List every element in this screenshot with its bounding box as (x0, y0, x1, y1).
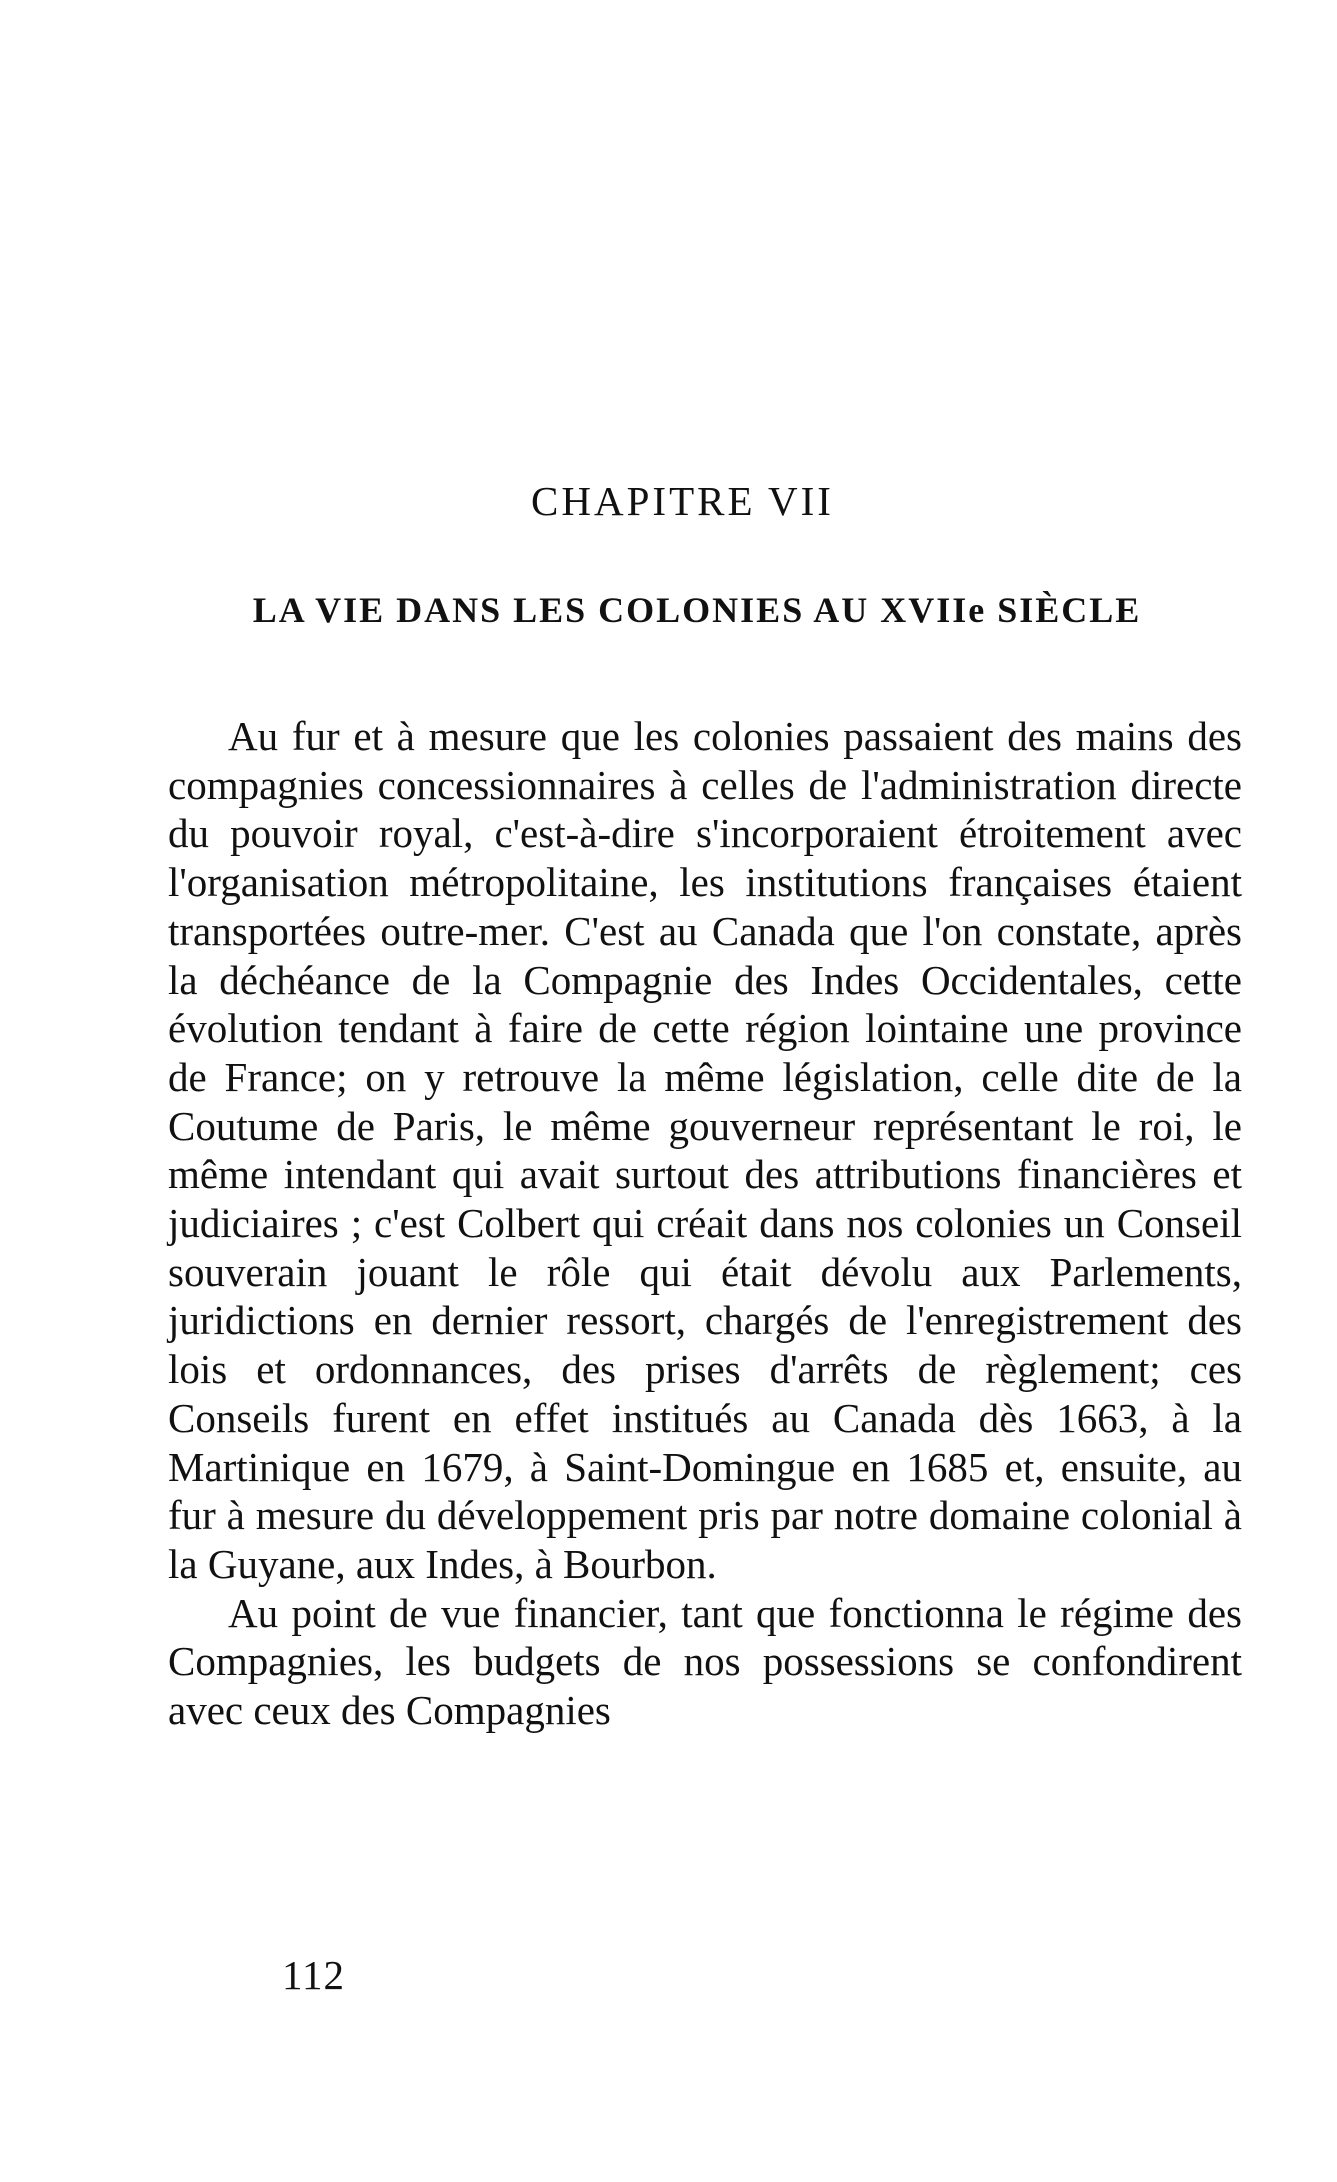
chapter-title: LA VIE DANS LES COLONIES AU XVIIe SIÈCLE (252, 590, 1142, 630)
paragraph: Au point de vue financier, tant que fonctionna le régime des Compagnies, les budgets de nos possessions se confondirent avec ceux des Compagnies (168, 1589, 1242, 1734)
page-number: 112 (282, 1952, 345, 1998)
chapter-label: CHAPITRE VII (531, 478, 834, 524)
body-text (168, 712, 1242, 1735)
paragraph: Au fur et à mesure que les colonies passaient des mains des compagnies concessionnaires à celles de l'administration directe du pouvoir royal, c'est-à-dire s'incorporaient étroitement avec l'organisation métropolitaine, les institutions françaises étaient transportées outre-mer. C'est au Canada que l'on constate, après la déchéance de la Compagnie des Indes Occidentales, cette évolution tendant à faire de cette région lointaine une province de France; on y retrouve la même législation, celle dite de la Coutume de Paris, le même gouverneur représentant le roi, le même intendant qui avait surtout des attributions financières et judiciaires ; c'est Colbert qui créait dans nos colonies un Conseil souverain jouant le rôle qui était dévolu aux Parlements, juridictions en dernier ressort, chargés de l'enregistrement des lois et ordonnances, des prises d'arrêts de règlement; ces Conseils furent en effet institués au Canada dès 1663, à la Martinique en 1679, à Saint-Domingue en 1685 et, ensuite, au fur à mesure du développement pris par notre domaine colonial à la Guyane, aux Indes, à Bourbon. (168, 713, 1242, 1587)
